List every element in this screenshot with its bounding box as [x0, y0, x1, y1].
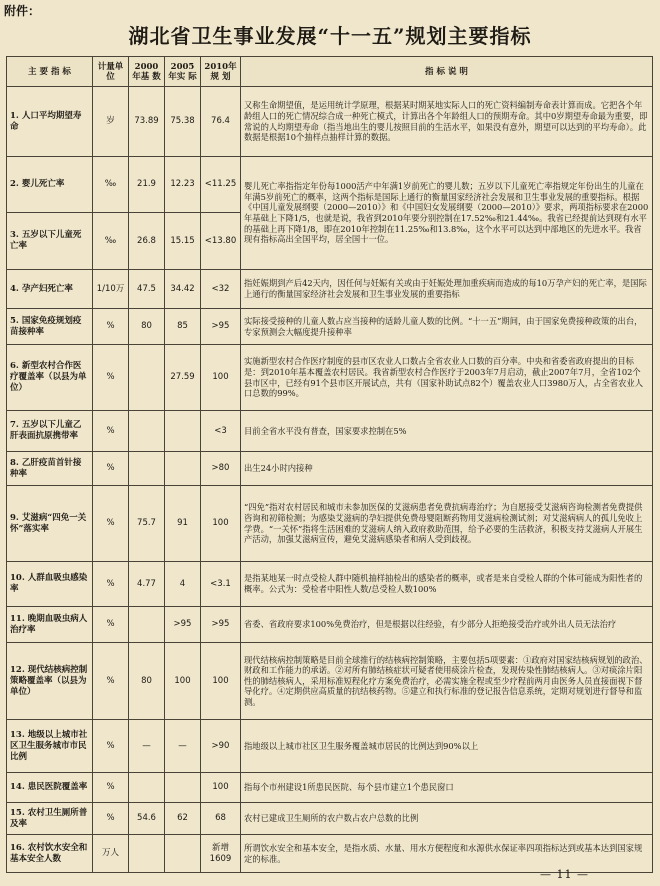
value-2005: 75.38	[165, 87, 201, 157]
table-row	[7, 309, 653, 345]
page-title: 湖北省卫生事业发展“十一五”规划主要指标	[128, 24, 532, 48]
value-2000: 26.8	[129, 213, 165, 270]
value-2005	[165, 835, 201, 873]
description-cell: 婴儿死亡率指指定年份每1000活产中年满1岁前死亡的婴儿数；五岁以下儿童死亡率指规定年份出生的儿童在年满5岁前死亡的概率，这两个指标是国际上通行的衡量国家经济社会发展和卫生事业发展的重要指标。根据《中国儿童发展纲要（2000—2010）》和《中国妇女发展纲要（2000—2010）》要求，两项指标要求在2000年基础上下降1/5，也就是说，我省到2010年要分别控制在17.52‰和21.44‰。我省已经提前达到现有水平的基础上再下降1/8，即在2010年控制在11.25‰和13.8‰，这个水平可以达到中部地区的先进水平。我省现有指标高出全国平均，居全国十一位。	[241, 157, 653, 270]
description-cell: 指每个市州建设1所患民医院、每个县市建立1个患民窗口	[241, 773, 653, 803]
table-header-row	[7, 57, 653, 87]
unit-cell: %	[93, 607, 129, 643]
unit-cell: 1/10万	[93, 270, 129, 309]
value-2000: 80	[129, 309, 165, 345]
table-row	[7, 452, 653, 486]
value-2005: 34.42	[165, 270, 201, 309]
value-2005: >95	[165, 607, 201, 643]
table-row	[7, 720, 653, 773]
indicator-name: 8. 乙肝疫苗首针接种率	[7, 452, 93, 486]
indicator-name: 12. 现代结核病控制策略覆盖率（以县为单位）	[7, 643, 93, 720]
unit-cell: %	[93, 486, 129, 562]
table-row	[7, 643, 653, 720]
value-2005: 12.23	[165, 157, 201, 213]
value-2005: 62	[165, 803, 201, 835]
indicator-table	[6, 56, 653, 873]
header-indicator: 主 要 指 标	[7, 57, 93, 87]
indicator-name: 2. 婴儿死亡率	[7, 157, 93, 213]
description-cell: 出生24小时内接种	[241, 452, 653, 486]
value-2005: 4	[165, 562, 201, 607]
value-2005	[165, 773, 201, 803]
value-2005: 85	[165, 309, 201, 345]
header-2005: 2005年实 际	[165, 57, 201, 87]
table-row	[7, 835, 653, 873]
header-description: 指 标 说 明	[241, 57, 653, 87]
table-row	[7, 157, 653, 213]
value-2000	[129, 411, 165, 452]
table-row	[7, 773, 653, 803]
indicator-name: 3. 五岁以下儿童死亡率	[7, 213, 93, 270]
indicator-name: 13. 地级以上城市社区卫生服务城市市民比例	[7, 720, 93, 773]
description-cell: 实施新型农村合作医疗制度的县市区农业人口数占全省农业人口数的百分率。中央和省委省政府提出的目标是：到2010年基本覆盖农村居民。我省新型农村合作医疗于2003年7月启动，截止2007年7月，全省102个县市区中，已经有91个县市区开展试点，共有（国家补助试点82个）覆盖农业人口3980万人，占全省农业人口总数的99%。	[241, 345, 653, 411]
description-cell: 农村已建成卫生厕所的农户数占农户总数的比例	[241, 803, 653, 835]
value-2010: <11.25	[201, 157, 241, 213]
value-2005: 91	[165, 486, 201, 562]
description-cell: 指地级以上城市社区卫生服务覆盖城市居民的比例达到90%以上	[241, 720, 653, 773]
description-cell: 所谓饮水安全和基本安全，是指水质、水量、用水方便程度和水源供水保证率四项指标达到或基本达到国家规定的标准。	[241, 835, 653, 873]
value-2010: 100	[201, 345, 241, 411]
description-cell: 又称生命期望值，是运用统计学原理，根据某时期某地实际人口的死亡资料编制寿命表计算而成。它把各个年龄组人口的死亡情况综合成一种死亡模式，计算出各个年龄组人口的预期寿命。其中0岁期望寿命最为重要，即常说的人均期望寿命（指当地出生的婴儿按照目前的生活水平，如果没有意外，期望可以达到的平均寿命）。此数据是根据10个抽样点抽样计算的数据。	[241, 87, 653, 157]
unit-cell: %	[93, 643, 129, 720]
value-2010: 100	[201, 486, 241, 562]
value-2010: 100	[201, 643, 241, 720]
value-2010: >95	[201, 309, 241, 345]
description-cell: 指妊娠期到产后42天内，因任何与妊娠有关或由于妊娠处理加重疾病而造成的每10万孕产妇的死亡率，是国际上通行的衡量国家经济社会发展和卫生事业发展的重要指标	[241, 270, 653, 309]
value-2000	[129, 607, 165, 643]
indicator-name: 9. 艾滋病“四免一关怀”落实率	[7, 486, 93, 562]
indicator-name: 16. 农村饮水安全和基本安全人数	[7, 835, 93, 873]
value-2010: 新增1609	[201, 835, 241, 873]
description-cell: 实际接受接种的儿童人数占应当接种的适龄儿童人数的比例。“十一五”期间，由于国家免费接种政策的出台，专家预测会大幅度提升接种率	[241, 309, 653, 345]
value-2010: 100	[201, 773, 241, 803]
indicator-name: 6. 新型农村合作医疗覆盖率（以县为单位）	[7, 345, 93, 411]
unit-cell: %	[93, 411, 129, 452]
indicator-name: 7. 五岁以下儿童乙肝表面抗原携带率	[7, 411, 93, 452]
value-2000	[129, 452, 165, 486]
table-row	[7, 803, 653, 835]
unit-cell: 岁	[93, 87, 129, 157]
indicator-name: 14. 患民医院覆盖率	[7, 773, 93, 803]
table-row	[7, 270, 653, 309]
description-cell: 目前全省水平没有普查，国家要求控制在5%	[241, 411, 653, 452]
unit-cell: 万人	[93, 835, 129, 873]
table-row	[7, 562, 653, 607]
value-2010: <32	[201, 270, 241, 309]
value-2010: <13.80	[201, 213, 241, 270]
value-2010: <3.1	[201, 562, 241, 607]
unit-cell: ‰	[93, 213, 129, 270]
value-2005	[165, 411, 201, 452]
value-2000: —	[129, 720, 165, 773]
unit-cell: %	[93, 309, 129, 345]
indicator-name: 10. 人群血吸虫感染率	[7, 562, 93, 607]
attachment-label: 附件：	[4, 4, 41, 18]
value-2000	[129, 835, 165, 873]
header-2000: 2000年基 数	[129, 57, 165, 87]
value-2010: >90	[201, 720, 241, 773]
unit-cell: ‰	[93, 157, 129, 213]
value-2010: 68	[201, 803, 241, 835]
value-2000: 4.77	[129, 562, 165, 607]
value-2000: 21.9	[129, 157, 165, 213]
unit-cell: %	[93, 720, 129, 773]
value-2000	[129, 773, 165, 803]
table-row	[7, 411, 653, 452]
unit-cell: %	[93, 803, 129, 835]
indicator-name: 5. 国家免疫规划疫苗接种率	[7, 309, 93, 345]
value-2005: 15.15	[165, 213, 201, 270]
value-2000	[129, 345, 165, 411]
page-number: — 11 —	[540, 868, 589, 881]
value-2005: 100	[165, 643, 201, 720]
indicator-name: 15. 农村卫生厕所普及率	[7, 803, 93, 835]
indicator-name: 4. 孕产妇死亡率	[7, 270, 93, 309]
value-2000: 80	[129, 643, 165, 720]
value-2005: 27.59	[165, 345, 201, 411]
table-row	[7, 87, 653, 157]
value-2010: >95	[201, 607, 241, 643]
unit-cell: %	[93, 452, 129, 486]
unit-cell: %	[93, 345, 129, 411]
unit-cell: %	[93, 773, 129, 803]
table-row	[7, 607, 653, 643]
value-2000: 47.5	[129, 270, 165, 309]
description-cell: “四免”指对农村居民和城市未参加医保的艾滋病患者免费抗病毒治疗；为自愿接受艾滋病咨询检测者免费提供咨询和初筛检测；为感染艾滋病的孕妇提供免费母婴阻断药物用艾滋病检测试剂；对艾滋病病人的孤儿免收上学费。“一关怀”指将生活困难的艾滋病人纳入政府救助范围，给予必要的生活救济，积极支持艾滋病人开展生产活动，加强艾滋病宣传，避免艾滋病感染者和病人受到歧视。	[241, 486, 653, 562]
value-2010: >80	[201, 452, 241, 486]
value-2005	[165, 452, 201, 486]
header-2010: 2010年规 划	[201, 57, 241, 87]
value-2010: 76.4	[201, 87, 241, 157]
value-2005: —	[165, 720, 201, 773]
description-cell: 是指某地某一时点受检人群中随机抽样抽检出的感染者的概率，或者是来自受检人群的个体可能成为阳性者的概率。公式为：受检者中阳性人数/总受检人数100%	[241, 562, 653, 607]
description-cell: 现代结核病控制策略是目前全球推行的结核病控制策略，主要包括5项要素：①政府对国家结核病规划的政治、财政和工作能力的承诺。②对所有肺结核症状可疑者使用痰涂片检查，发现传染性肺结核病人。③对痰涂片阳性的肺结核病人，采用标准短程化疗方案免费治疗，必需实施全程或至少疗程前两月由医务人员直接面视下督导化疗。④定期供应高质量的抗结核药物。⑤建立和执行标准的登记报告信息系统，定期对规划进行督导和监测。	[241, 643, 653, 720]
value-2000: 73.89	[129, 87, 165, 157]
value-2000: 54.6	[129, 803, 165, 835]
indicator-name: 11. 晚期血吸虫病人治疗率	[7, 607, 93, 643]
table-row	[7, 345, 653, 411]
indicator-name: 1. 人口平均期望寿命	[7, 87, 93, 157]
value-2010: <3	[201, 411, 241, 452]
description-cell: 省委、省政府要求100%免费治疗，但是根据以往经验，有少部分人拒绝接受治疗或外出人员无法治疗	[241, 607, 653, 643]
value-2000: 75.7	[129, 486, 165, 562]
unit-cell: %	[93, 562, 129, 607]
header-unit: 计量单位	[93, 57, 129, 87]
table-row	[7, 486, 653, 562]
